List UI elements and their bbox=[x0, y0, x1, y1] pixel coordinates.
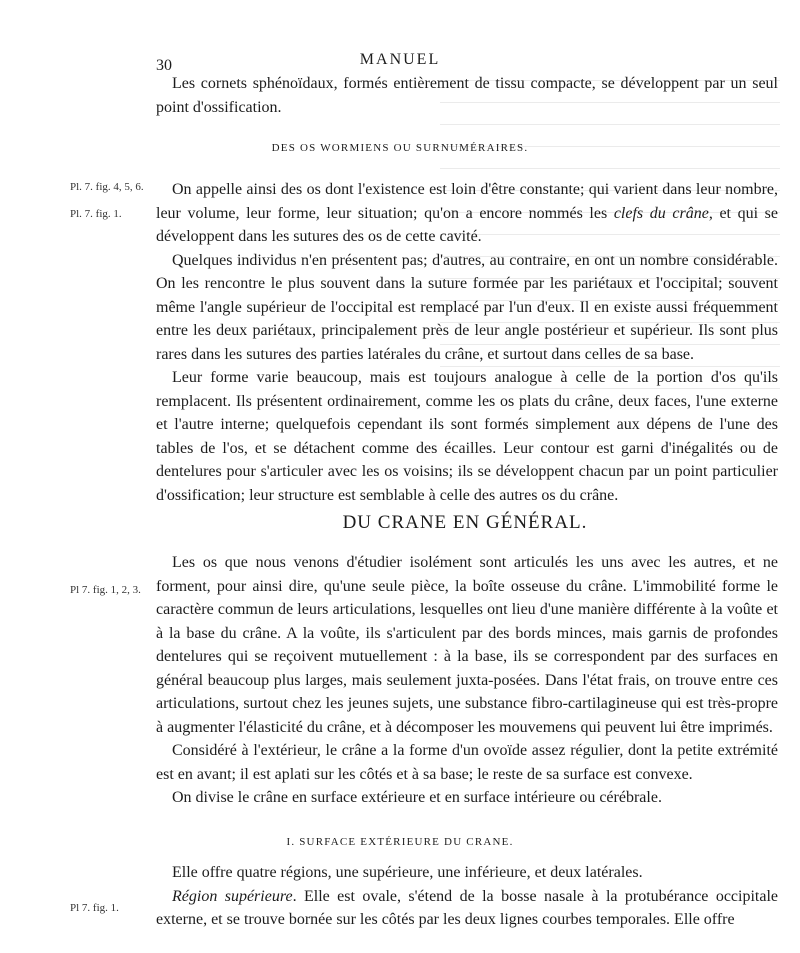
region-superieure-term: Région supérieure bbox=[172, 887, 293, 905]
wormiens-paragraph-3: Leur forme varie beaucoup, mais est toujours analogue à celle de la portion d'os qu'ils remplacent. Ils présentent ordinairement, comme les os plats du crâne, deux faces, l'une externe et l'autre interne; quelquefois cependant ils sont formés simplement aux dépens de l'une des tables de l'os, et se détachent comme des écailles. Leur contour est garni d'inégalités ou de dentelures pour s'articuler avec les os voisins; ils se développent chacun par un point particulier d'ossification; leur structure est semblable à celle des autres os du crâne. bbox=[156, 369, 778, 504]
section-heading-crane: DU CRANE EN GÉNÉRAL. bbox=[342, 512, 588, 533]
wormiens-paragraph-2: Quelques individus n'en présentent pas; d'autres, au contraire, en ont un nombre considérable. On les rencontre le plus souvent dans la suture formée par les pariétaux et l'occipital; souvent même l'angle supérieur de l'occipital est remplacé par l'un d'eux. Il en existe aussi fréquemment entre les deux pariétaux, principalement près de leur angle postérieur et supérieur. Ils sont plus rares dans les sutures des parties latérales du crâne, et surtout dans celles de sa base. bbox=[156, 251, 778, 363]
crane-body bbox=[156, 551, 778, 810]
section-heading-surface-exterieure: I. SURFACE EXTÉRIEURE DU CRANE. bbox=[286, 836, 514, 848]
crane-paragraph-2: Considéré à l'extérieur, le crâne a la forme d'un ovoïde assez régulier, dont la petite extrémité est en avant; il est aplati sur les côtés et à sa base; le reste de sa surface est convexe. bbox=[156, 742, 778, 783]
margin-note-plate-1-b: Pl 7. fig. 1. bbox=[70, 902, 119, 914]
intro-text: Les cornets sphénoïdaux, formés entièrement de tissu compacte, se développent par un seul point d'ossification. bbox=[156, 75, 778, 116]
margin-note-plate-4-6: Pl. 7. fig. 4, 5, 6. bbox=[70, 181, 144, 193]
crane-paragraph-1: Les os que nous venons d'étudier isolément sont articulés les uns avec les autres, et ne forment, pour ainsi dire, qu'une seule pièce, la boîte osseuse du crâne. L'immobilité forme le caractère commun de leurs articulations, lesquelles ont lieu d'une manière différente à la voûte et à la base du crâne. A la voûte, ils s'articulent par des bords minces, mais garnis de profondes dentelures qui se reçoivent mutuellement : à la base, ils se correspondent par des surfaces en général beaucoup plus larges, mais seulement juxta-posées. Dans l'état frais, on trouve entre ces articulations, surtout chez les jeunes sujets, une substance fibro-cartilagineuse qui est très-propre à augmenter l'élasticité du crâne, et à décomposer les mouvemens qui peuvent lui être imprimés. bbox=[156, 554, 778, 736]
clefs-du-crane-term: clefs du crâne bbox=[613, 204, 709, 222]
margin-note-plate-1: Pl. 7. fig. 1. bbox=[70, 208, 122, 220]
wormiens-paragraph-1: On appelle ainsi des os dont l'existence est loin d'être constante; qui varient dans leur nombre, leur volume, leur forme, leur situation; qu'on a encore nommés les clefs du crâne, et qui se développent dans les sutures des os de cette cavité. bbox=[156, 181, 779, 245]
section-heading-wormiens: DES OS WORMIENS OU SURNUMÉRAIRES. bbox=[271, 142, 529, 154]
intro-paragraph bbox=[156, 72, 778, 119]
page-number: 30 bbox=[156, 57, 172, 74]
surface-body bbox=[156, 861, 778, 932]
crane-paragraph-3: On divise le crâne en surface extérieure et en surface intérieure ou cérébrale. bbox=[172, 789, 662, 806]
surface-paragraph-2: Région supérieure. Elle est ovale, s'étend de la bosse nasale à la protubérance occipitale externe, et se trouve bornée sur les côtés par les deux lignes courbes temporales. Elle offre bbox=[156, 887, 779, 928]
surface-paragraph-1: Elle offre quatre régions, une supérieure, une inférieure, et deux latérales. bbox=[172, 864, 643, 881]
margin-note-plate-1-3: Pl 7. fig. 1, 2, 3. bbox=[70, 584, 141, 596]
running-title: MANUEL bbox=[359, 51, 441, 68]
wormiens-body bbox=[156, 178, 778, 507]
